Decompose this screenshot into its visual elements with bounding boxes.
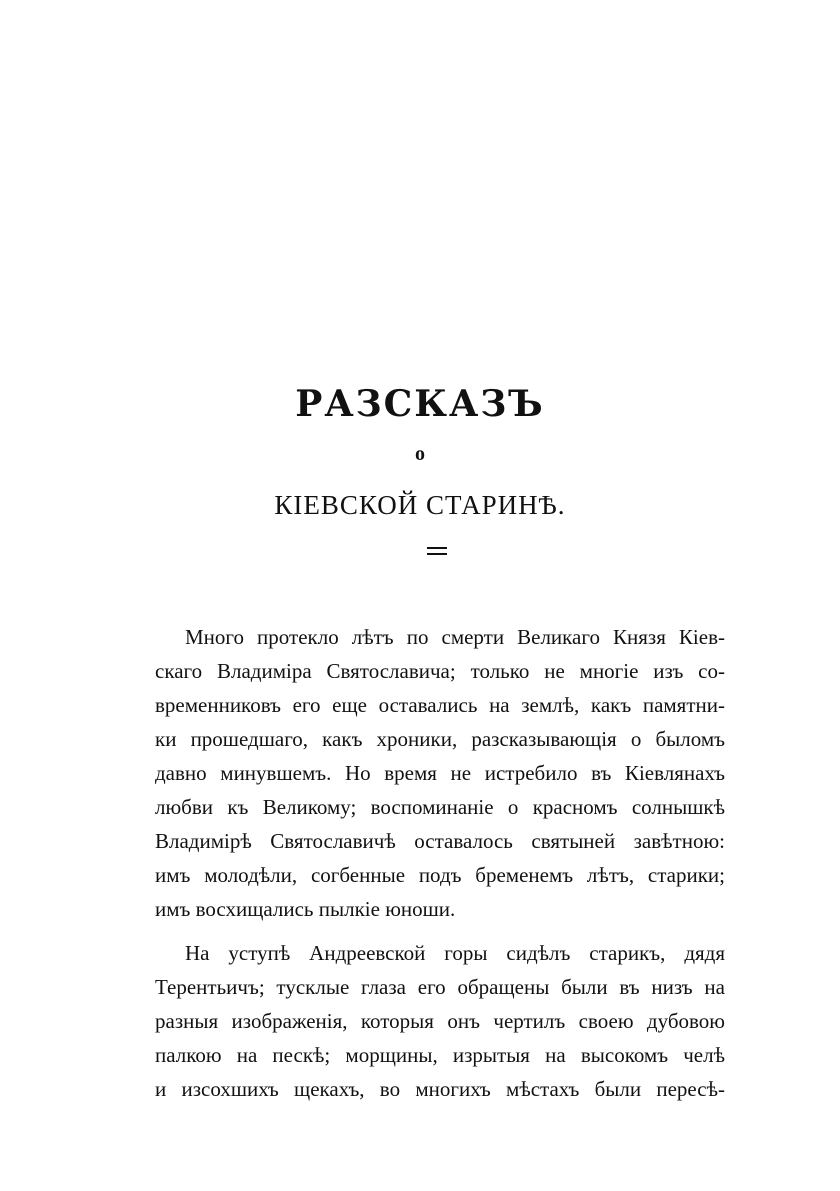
text-line: ки прошедшаго, какъ хроники, разсказывающія о быломъ — [155, 727, 725, 751]
text-line: Много протекло лѣтъ по смерти Великаго Князя Кіев- — [185, 625, 725, 649]
text-line: имъ восхищались пылкіе юноши. — [155, 897, 456, 921]
double-rule-divider — [427, 547, 447, 555]
text-line: и изсохшихъ щекахъ, во многихъ мѣстахъ были пересѣ- — [155, 1077, 725, 1101]
text-line: временниковъ его еще оставались на землѣ, какъ памятни- — [155, 693, 725, 717]
text-line: любви къ Великому; воспоминаніе о красномъ солнышкѣ — [155, 795, 725, 819]
text-line: давно минувшемъ. Но время не истребило въ Кіевлянахъ — [155, 761, 725, 785]
page-subtitle: КІЕВСКОЙ СТАРИНѢ. — [274, 490, 566, 520]
text-line: скаго Владиміра Святославича; только не многіе изъ со- — [155, 659, 725, 683]
text-line: Владимірѣ Святославичѣ оставалось святыней завѣтною: — [155, 829, 725, 853]
paragraph-1 — [155, 620, 725, 926]
text-line: имъ молодѣли, согбенные подъ бременемъ лѣтъ, старики; — [155, 863, 725, 887]
text-line: На уступѣ Андреевской горы сидѣлъ старикъ, дядя — [185, 941, 725, 965]
title-connector: о — [415, 443, 425, 465]
body-text — [155, 620, 725, 1106]
text-line: разныя изображенія, которыя онъ чертилъ своею дубовою — [155, 1009, 725, 1033]
text-line: Терентьичъ; тусклые глаза его обращены были въ низъ на — [155, 975, 725, 999]
text-line: палкою на пескѣ; морщины, изрытыя на высокомъ челѣ — [155, 1043, 725, 1067]
paragraph-2 — [155, 936, 725, 1106]
page-title: РАЗСКАЗЪ — [295, 383, 545, 425]
